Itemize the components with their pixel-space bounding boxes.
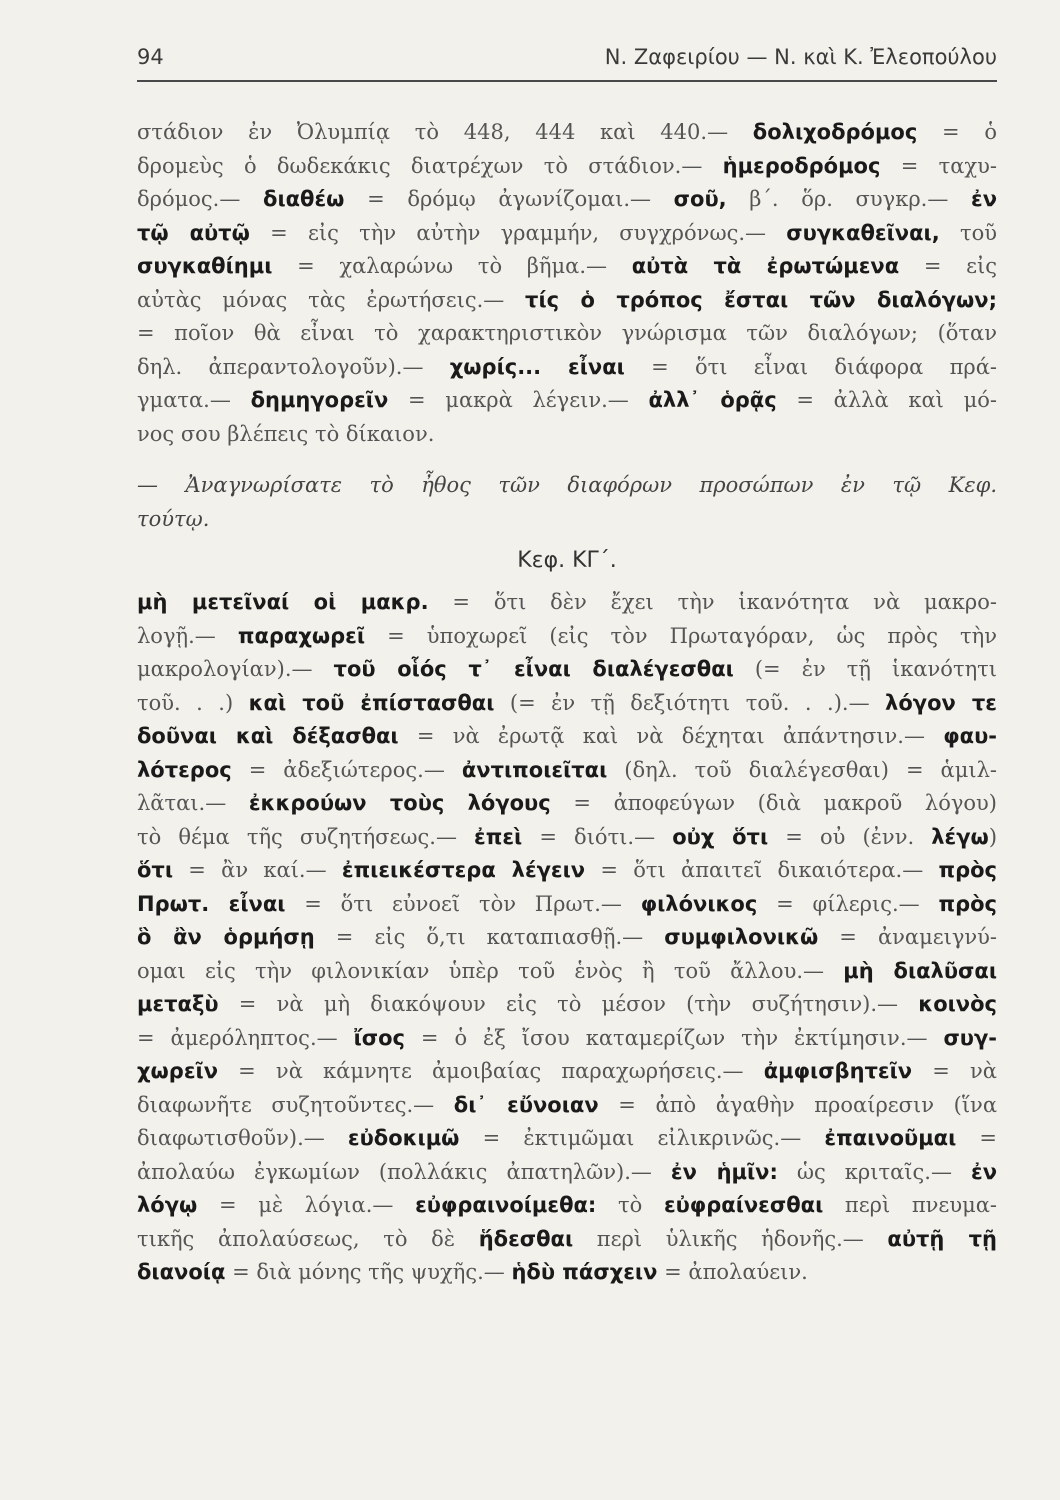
gloss-text: περὶ πνευμα- — [823, 1193, 997, 1217]
gloss-text: τὸ — [596, 1193, 664, 1217]
headword: ἐν — [971, 187, 997, 211]
gloss-text: = ἀποφεύγων (διὰ μακροῦ λόγου) — [550, 791, 997, 815]
gloss-text: = ἐκτιμῶμαι εἰλικρινῶς.— — [459, 1126, 825, 1150]
gloss-text: = νὰ ἐρωτᾷ καὶ νὰ δέχηται ἀπάντησιν.— — [398, 724, 944, 748]
headword: ἐπεὶ — [474, 824, 523, 849]
gloss-text: = οὐ (ἐνν. — [768, 824, 932, 849]
text-line — [137, 250, 997, 284]
page-header — [137, 40, 997, 80]
gloss-text: μακρολογίαν).— — [137, 657, 334, 681]
text-line — [137, 888, 997, 922]
text-line — [137, 921, 997, 955]
exercise-text: τούτῳ. — [137, 506, 210, 531]
gloss-text: τὸ θέμα τῆς συζητήσεως.— — [137, 824, 475, 849]
text-line — [137, 1256, 997, 1290]
gloss-text: = νὰ κάμνητε ἀμοιβαίας παραχωρήσεις.— — [218, 1059, 764, 1083]
text-line — [137, 1022, 997, 1056]
headword: δολιχοδρόμος — [752, 120, 918, 144]
gloss-text: (= ἐν τῇ ἱκανότητι — [733, 657, 997, 681]
gloss-text: = νὰ — [912, 1059, 997, 1083]
headword: ἀντιποιεῖται — [461, 757, 608, 782]
gloss-text: = μὲ λόγια.— — [197, 1193, 416, 1217]
headword: διανοίᾳ — [137, 1260, 226, 1284]
gloss-text: = ὑποχωρεῖ (εἰς τὸν Πρωταγόραν, ὡς πρὸς τὴν — [365, 623, 997, 648]
text-line — [137, 620, 997, 654]
text-line — [137, 150, 997, 184]
headword: διαθέω — [263, 187, 345, 211]
running-title: Ν. Ζαφειρίου — Ν. καὶ Κ. Ἐλεοπούλου — [604, 45, 997, 69]
gloss-text: (δηλ. τοῦ διαλέγεσθαι) = ἁμιλ- — [607, 757, 997, 782]
text-line — [137, 1122, 997, 1156]
headword: καὶ τοῦ ἐπίστασθαι — [248, 690, 495, 715]
headword: μεταξὺ — [137, 992, 219, 1016]
gloss-text: = ἀμερόληπτος.— — [137, 1025, 354, 1050]
gloss-text: = εἰς τὴν αὐτὴν γραμμήν, συγχρόνως.— — [249, 220, 787, 245]
gloss-text: δρόμος.— — [137, 187, 264, 211]
text-line — [137, 503, 997, 537]
headword: εὐφραινοίμεθα: — [415, 1193, 597, 1217]
text-line — [137, 284, 997, 318]
text-line — [137, 317, 997, 351]
gloss-text: περὶ ὑλικῆς ἡδονῆς.— — [573, 1226, 888, 1251]
text-line — [137, 1055, 997, 1089]
headword: μὴ διαλῦσαι — [843, 958, 997, 983]
paragraph-gap — [137, 451, 997, 469]
headword: χωρεῖν — [137, 1059, 219, 1083]
headword: ἀλλ᾽ ὁρᾷς — [648, 388, 777, 412]
gloss-text: = ἀπὸ ἀγαθὴν προαίρεσιν (ἵνα — [598, 1092, 997, 1117]
headword: συγκαθίημι — [137, 254, 273, 278]
headword: συμφιλονικῶ — [664, 925, 819, 949]
gloss-text: = ἂν καί.— — [173, 858, 342, 882]
gloss-text: = εἰς — [899, 254, 997, 278]
headword: ἐν — [971, 1159, 997, 1184]
gloss-text: β΄. ὅρ. συγκρ.— — [726, 187, 971, 211]
headword: κοινὸς — [918, 992, 997, 1016]
text-line — [137, 821, 997, 855]
gloss-text: λᾶται.— — [137, 791, 249, 815]
glossary-text — [137, 116, 997, 1290]
gloss-text: λογῇ.— — [137, 623, 238, 648]
headword: δημηγορεῖν — [250, 388, 389, 412]
headword: οὐχ ὅτι — [672, 824, 769, 849]
headword: ἐπιεικέστερα λέγειν — [341, 858, 586, 882]
text-line — [137, 787, 997, 821]
headword: λέγω — [931, 824, 989, 849]
headword: ἴσος — [353, 1025, 405, 1050]
headword: πρὸς — [938, 891, 997, 916]
text-line — [137, 1089, 997, 1123]
headword: σοῦ, — [673, 187, 727, 211]
gloss-text: = ὁ ἐξ ἴσου καταμερίζων τὴν ἐκτίμησιν.— — [404, 1025, 944, 1050]
headword: αὐτῇ τῇ — [887, 1226, 997, 1251]
header-rule — [137, 80, 997, 82]
gloss-text: δηλ. ἀπεραντολογοῦν).— — [137, 354, 450, 379]
headword: εὐδοκιμῶ — [347, 1126, 460, 1150]
headword: δοῦναι καὶ δέξασθαι — [137, 724, 399, 748]
headword: φαυ- — [943, 724, 997, 748]
text-line — [137, 687, 997, 721]
headword: Πρωτ. εἶναι — [137, 891, 286, 916]
gloss-text: = ταχυ- — [880, 153, 997, 178]
headword: τίς ὁ τρόπος ἔσται τῶν διαλόγων; — [525, 287, 997, 312]
text-line — [137, 653, 997, 687]
gloss-text: τοῦ. . .) — [137, 690, 249, 715]
headword: πρὸς — [938, 858, 997, 882]
gloss-text: = εἰς ὅ,τι καταπιασθῇ.— — [314, 925, 665, 949]
headword: λότερος — [137, 757, 232, 782]
gloss-text: τικῆς ἀπολαύσεως, τὸ δὲ — [137, 1226, 479, 1251]
headword: ἐπαινοῦμαι — [824, 1126, 957, 1150]
gloss-text: νος σου βλέπεις τὸ δίκαιον. — [137, 421, 435, 446]
headword: χωρίς... εἶναι — [449, 354, 625, 379]
headword: τῷ αὐτῷ — [137, 220, 250, 245]
gloss-text: = νὰ μὴ διακόψουν εἰς τὸ μέσον (τὴν συζήτησιν).— — [218, 992, 919, 1016]
text-line — [137, 1189, 997, 1223]
gloss-text: = ὅτι δὲν ἔχει τὴν ἱκανότητα νὰ μακρο- — [428, 590, 997, 614]
headword: ὅτι — [137, 858, 174, 882]
gloss-text: = διὰ μόνης τῆς ψυχῆς.— — [225, 1260, 512, 1284]
page-number: 94 — [137, 45, 164, 69]
headword: ἐν ἡμῖν: — [670, 1159, 778, 1184]
text-line — [137, 1156, 997, 1190]
text-line — [137, 217, 997, 251]
gloss-text: = ἀπολαύειν. — [657, 1260, 808, 1284]
headword: λόγον τε — [885, 690, 997, 715]
gloss-text: γματα.— — [137, 388, 251, 412]
headword: μὴ μετεῖναί οἱ μακρ. — [137, 590, 429, 614]
headword: ἐκκρούων τοὺς λόγους — [248, 791, 551, 815]
text-line — [137, 469, 997, 503]
gloss-text: = ὅτι εὐνοεῖ τὸν Πρωτ.— — [285, 891, 641, 916]
headword: ἡμεροδρόμος — [722, 153, 881, 178]
headword: φιλόνικος — [640, 891, 758, 916]
gloss-text: = ὅτι εἶναι διάφορα πρά- — [624, 354, 997, 379]
gloss-text: = ἀλλὰ καὶ μό- — [776, 388, 997, 412]
text-line — [137, 854, 997, 888]
headword: λόγῳ — [137, 1193, 198, 1217]
gloss-text: = δρόμῳ ἀγωνίζομαι.— — [344, 187, 674, 211]
headword: ἥδεσθαι — [478, 1226, 574, 1251]
text-line — [137, 418, 997, 452]
headword: παραχωρεῖ — [237, 623, 366, 648]
exercise-text: — Ἀναγνωρίσατε τὸ ἦθος τῶν διαφόρων προσώπων ἐν τῷ Κεφ. — [137, 473, 997, 497]
text-line — [137, 384, 997, 418]
headword: αὐτὰ τὰ ἐρωτώμενα — [631, 254, 900, 278]
headword: τοῦ οἷός τ᾽ εἶναι διαλέγεσθαι — [333, 657, 734, 681]
gloss-text: ) — [988, 824, 997, 849]
gloss-text: = ἀναμειγνύ- — [818, 925, 997, 949]
headword: εὐφραίνεσθαι — [663, 1193, 824, 1217]
gloss-text: διαφωνῆτε συζητοῦντες.— — [137, 1092, 454, 1117]
gloss-text: (= ἐν τῇ δεξιότητι τοῦ. . .).— — [494, 690, 886, 715]
headword: ἀμφισβητεῖν — [763, 1059, 913, 1083]
gloss-text: = μακρὰ λέγειν.— — [388, 388, 649, 412]
headword: ὃ ἂν ὁρμήσῃ — [137, 925, 315, 949]
text-line — [137, 586, 997, 620]
text-line — [137, 720, 997, 754]
headword: ἡδὺ πάσχειν — [511, 1260, 658, 1284]
text-line — [137, 754, 997, 788]
gloss-text: αὐτὰς μόνας τὰς ἐρωτήσεις.— — [137, 287, 526, 312]
text-line — [137, 351, 997, 385]
gloss-text: ομαι εἰς τὴν φιλονικίαν ὑπὲρ τοῦ ἑνὸς ἢ τοῦ ἄλλου.— — [137, 958, 844, 983]
gloss-text: στάδιον ἐν Ὀλυμπίᾳ τὸ 448, 444 καὶ 440.— — [137, 120, 753, 144]
chapter-heading: Κεφ. ΚΓ΄. — [517, 548, 617, 573]
headword: συγ- — [943, 1025, 997, 1050]
gloss-text: = χαλαρώνω τὸ βῆμα.— — [272, 254, 632, 278]
text-line — [137, 1223, 997, 1257]
gloss-text: = ὅτι ἀπαιτεῖ δικαιότερα.— — [585, 858, 939, 882]
gloss-text: = — [956, 1126, 997, 1150]
gloss-text: = φίλερις.— — [757, 891, 939, 916]
gloss-text: = διότι.— — [522, 824, 673, 849]
headword: συγκαθεῖναι, — [786, 220, 940, 245]
text-line — [137, 183, 997, 217]
gloss-text: ὡς κριταῖς.— — [777, 1159, 971, 1184]
text-line — [137, 988, 997, 1022]
headword: δι᾽ εὔνοιαν — [453, 1092, 599, 1117]
text-line — [137, 116, 997, 150]
gloss-text: τοῦ — [939, 220, 997, 245]
gloss-text: δρομεὺς ὁ δωδεκάκις διατρέχων τὸ στάδιον.— — [137, 153, 723, 178]
text-line — [137, 955, 997, 989]
gloss-text: = ποῖον θὰ εἶναι τὸ χαρακτηριστικὸν γνώρισμα τῶν διαλόγων; (ὅταν — [137, 321, 997, 345]
gloss-text: ἀπολαύω ἐγκωμίων (πολλάκις ἀπατηλῶν).— — [137, 1159, 671, 1184]
gloss-text: = ὁ — [917, 120, 997, 144]
gloss-text: διαφωτισθοῦν).— — [137, 1126, 348, 1150]
gloss-text: = ἀδεξιώτερος.— — [231, 757, 462, 782]
